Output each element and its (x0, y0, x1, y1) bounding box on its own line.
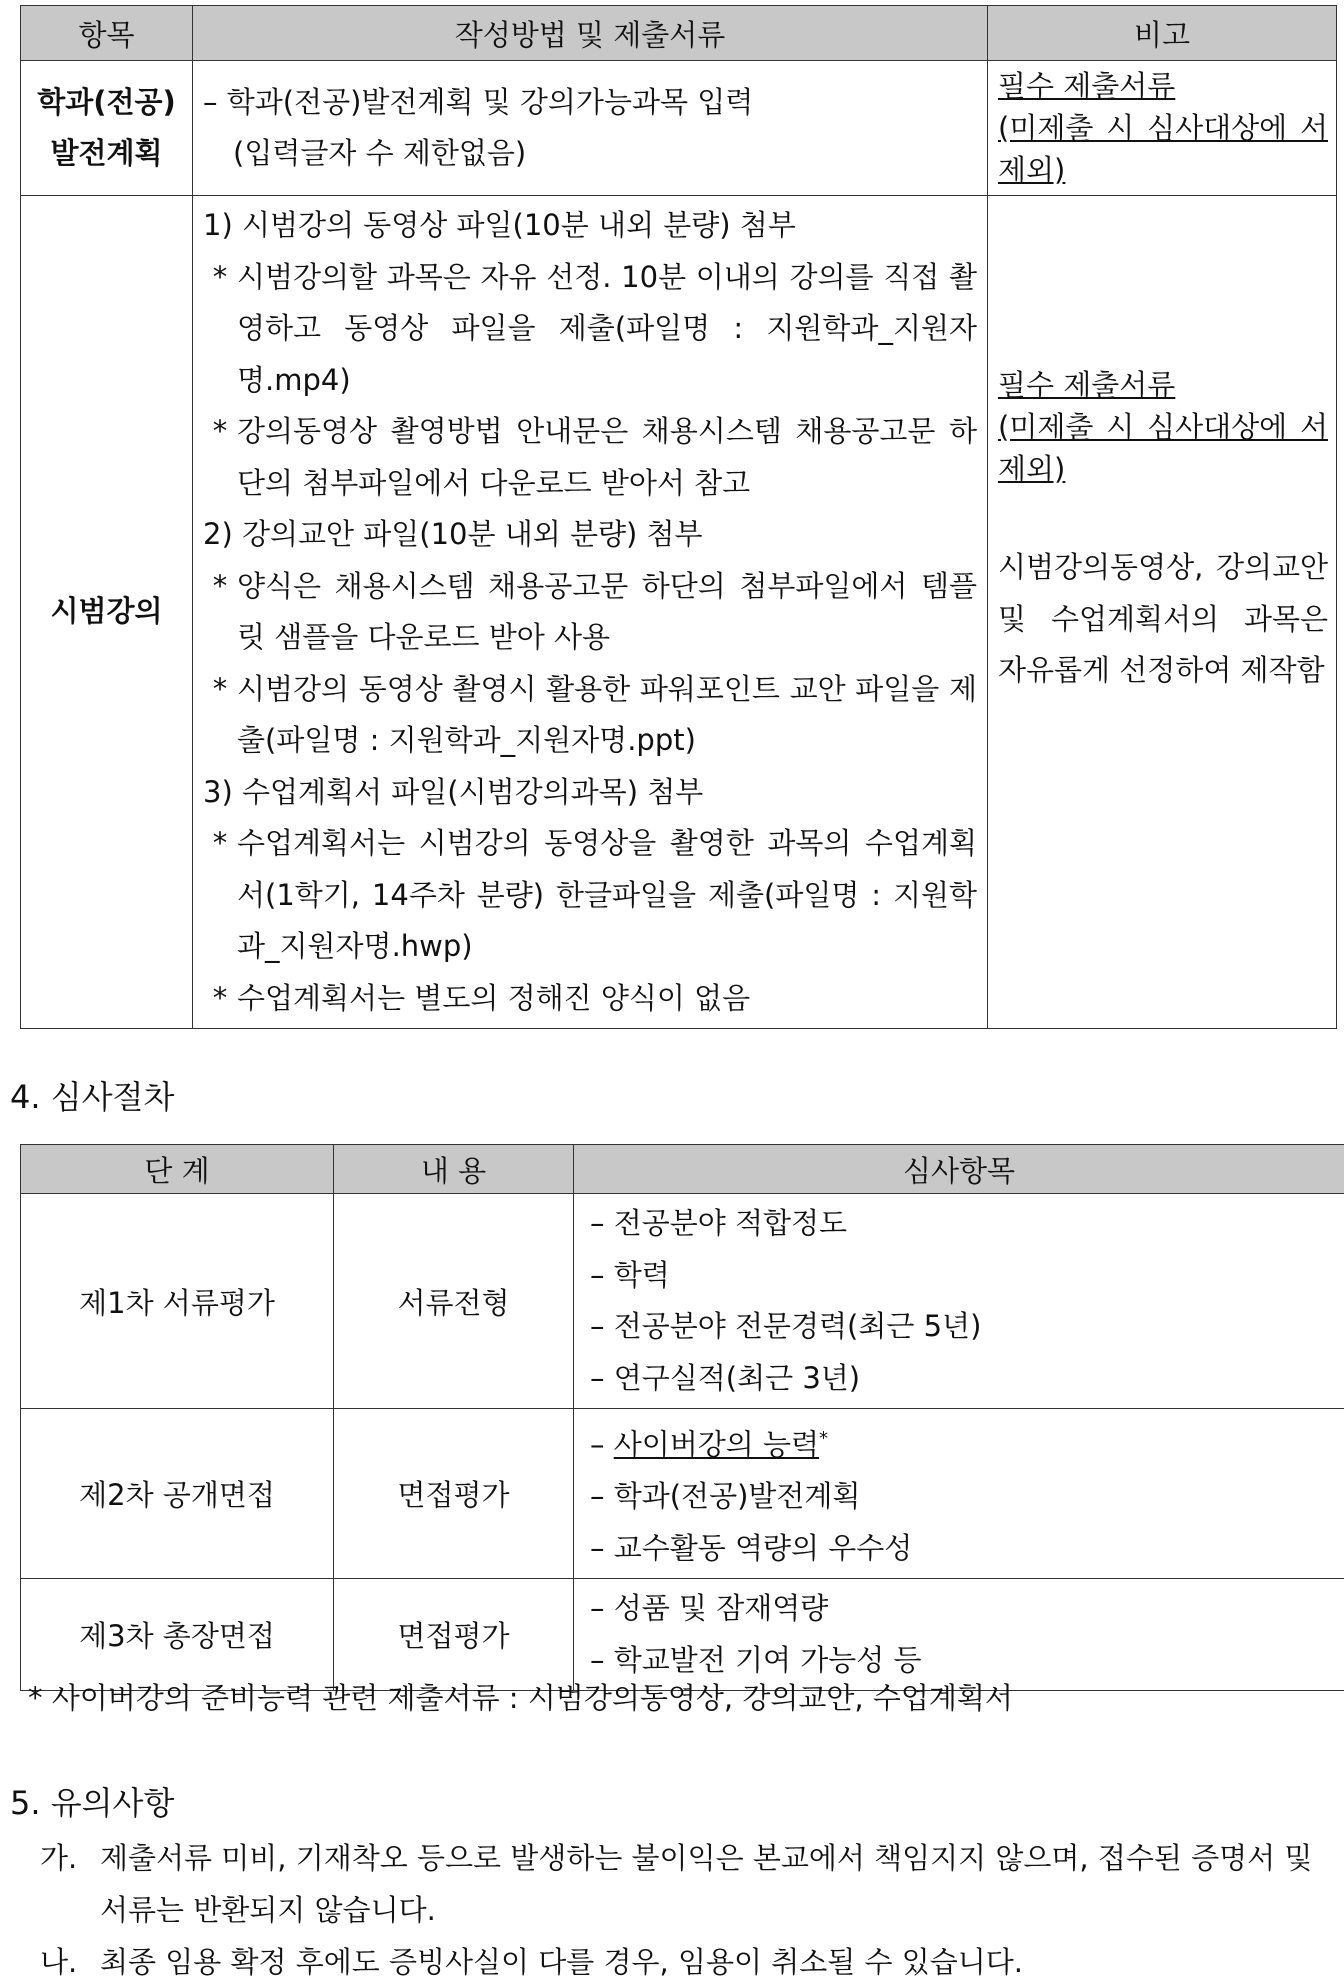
header-method: 작성방법 및 제출서류 (193, 6, 988, 61)
review-item: – 학과(전공)발전계획 (590, 1471, 1328, 1523)
bullet-item (203, 406, 977, 509)
bullet-mark: * (203, 406, 237, 509)
note-exclusion: (미제출 시 심사대상에 서 제외) (998, 107, 1328, 191)
content-line: 2) 강의교안 파일(10분 내외 분량) 첨부 (203, 509, 977, 561)
header-review-items: 심사항목 (574, 1145, 1344, 1194)
note-exclusion: (미제출 시 심사대상에 서 제외) (998, 406, 1328, 490)
bullet-mark: * (203, 561, 237, 664)
notice-text: 제출서류 미비, 기재착오 등으로 발생하는 불이익은 본교에서 책임지지 않으며, 접수된 증명서 및 서류는 반환되지 않습니다. (100, 1832, 1340, 1936)
review-item: – 학력 (590, 1250, 1328, 1302)
submission-table (20, 5, 1337, 1029)
note-cell (988, 61, 1337, 196)
bullet-item (203, 252, 977, 407)
bullet-text: 수업계획서는 별도의 정해진 양식이 없음 (237, 973, 977, 1025)
bullet-item (203, 818, 977, 973)
bullet-text: 양식은 채용시스템 채용공고문 하단의 첨부파일에서 템플릿 샘플을 다운로드 받아 사용 (237, 561, 977, 664)
content-cell: 서류전형 (334, 1194, 574, 1409)
content-cell: 면접평가 (334, 1409, 574, 1579)
note-cell (988, 196, 1337, 1029)
note-required: 필수 제출서류 (998, 65, 1328, 107)
bullet-item (203, 973, 977, 1025)
notice-list (40, 1832, 1340, 1988)
review-items-cell (574, 1409, 1344, 1579)
review-footnote: * 사이버강의 준비능력 관련 제출서류 : 시범강의동영상, 강의교안, 수업계획서 (28, 1676, 1013, 1717)
category-cell (21, 61, 193, 196)
review-item: – 교수활동 역량의 우수성 (590, 1523, 1328, 1575)
stage-cell: 제1차 서류평가 (21, 1194, 334, 1409)
review-item: – 성품 및 잠재역량 (590, 1583, 1328, 1635)
category-line: 학과(전공) (22, 77, 191, 129)
content-line: (입력글자 수 제한없음) (203, 128, 977, 180)
notice-text: 최종 임용 확정 후에도 증빙사실이 다를 경우, 임용이 취소될 수 있습니다. (100, 1936, 1340, 1988)
review-row-3 (21, 1579, 1344, 1691)
bullet-text: 시범강의할 과목은 자유 선정. 10분 이내의 강의를 직접 촬영하고 동영상 파일을 제출(파일명 : 지원학과_지원자명.mp4) (237, 252, 977, 407)
row-dept-plan (21, 61, 1337, 196)
notice-label: 가. (40, 1832, 100, 1936)
bullet-mark: * (203, 664, 237, 767)
notice-label: 나. (40, 1936, 100, 1988)
review-items-cell (574, 1579, 1344, 1691)
bullet-text: 수업계획서는 시범강의 동영상을 촬영한 과목의 수업계획서(1학기, 14주차 분량) 한글파일을 제출(파일명 : 지원학과_지원자명.hwp) (237, 818, 977, 973)
content-line: – 학과(전공)발전계획 및 강의가능과목 입력 (203, 77, 977, 129)
review-item: – 전공분야 적합정도 (590, 1198, 1328, 1250)
review-row-2 (21, 1409, 1344, 1579)
content-cell (193, 61, 988, 196)
content-line: 3) 수업계획서 파일(시범강의과목) 첨부 (203, 767, 977, 819)
review-items-cell (574, 1194, 1344, 1409)
bullet-text: 시범강의 동영상 촬영시 활용한 파워포인트 교안 파일을 제출(파일명 : 지원학과_지원자명.ppt) (237, 664, 977, 767)
review-table-header (21, 1145, 1344, 1194)
notice-item (40, 1832, 1340, 1936)
bullet-mark: * (203, 252, 237, 407)
category-cell (21, 196, 193, 1029)
category-line: 발전계획 (22, 128, 191, 180)
header-note: 비고 (988, 6, 1337, 61)
bullet-item (203, 664, 977, 767)
header-content: 내 용 (334, 1145, 574, 1194)
note-required: 필수 제출서류 (998, 364, 1328, 406)
section-5-title: 5. 유의사항 (10, 1778, 174, 1824)
bullet-mark: * (203, 818, 237, 973)
stage-cell: 제3차 총장면접 (21, 1579, 334, 1691)
notice-item (40, 1936, 1340, 1988)
review-item: – 전공분야 전문경력(최근 5년) (590, 1301, 1328, 1353)
note-extra: 시범강의동영상, 강의교안 및 수업계획서의 과목은 자유롭게 선정하여 제작함 (998, 542, 1328, 697)
category-line: 시범강의 (22, 586, 191, 638)
header-item: 항목 (21, 6, 193, 61)
bullet-item (203, 561, 977, 664)
content-cell (193, 196, 988, 1029)
stage-cell: 제2차 공개면접 (21, 1409, 334, 1579)
submission-table-header (21, 6, 1337, 61)
review-row-1 (21, 1194, 1344, 1409)
section-4-title: 4. 심사절차 (10, 1072, 174, 1118)
review-item: – 사이버강의 능력* (590, 1413, 1328, 1471)
bullet-mark: * (203, 973, 237, 1025)
review-item: – 연구실적(최근 3년) (590, 1353, 1328, 1405)
bullet-text: 강의동영상 촬영방법 안내문은 채용시스템 채용공고문 하단의 첨부파일에서 다운로드 받아서 참고 (237, 406, 977, 509)
header-stage: 단 계 (21, 1145, 334, 1194)
review-procedure-table (20, 1144, 1344, 1691)
row-demo-lecture (21, 196, 1337, 1029)
content-cell: 면접평가 (334, 1579, 574, 1691)
content-line: 1) 시범강의 동영상 파일(10분 내외 분량) 첨부 (203, 200, 977, 252)
review-item: – 학교발전 기여 가능성 등 (590, 1635, 1328, 1687)
